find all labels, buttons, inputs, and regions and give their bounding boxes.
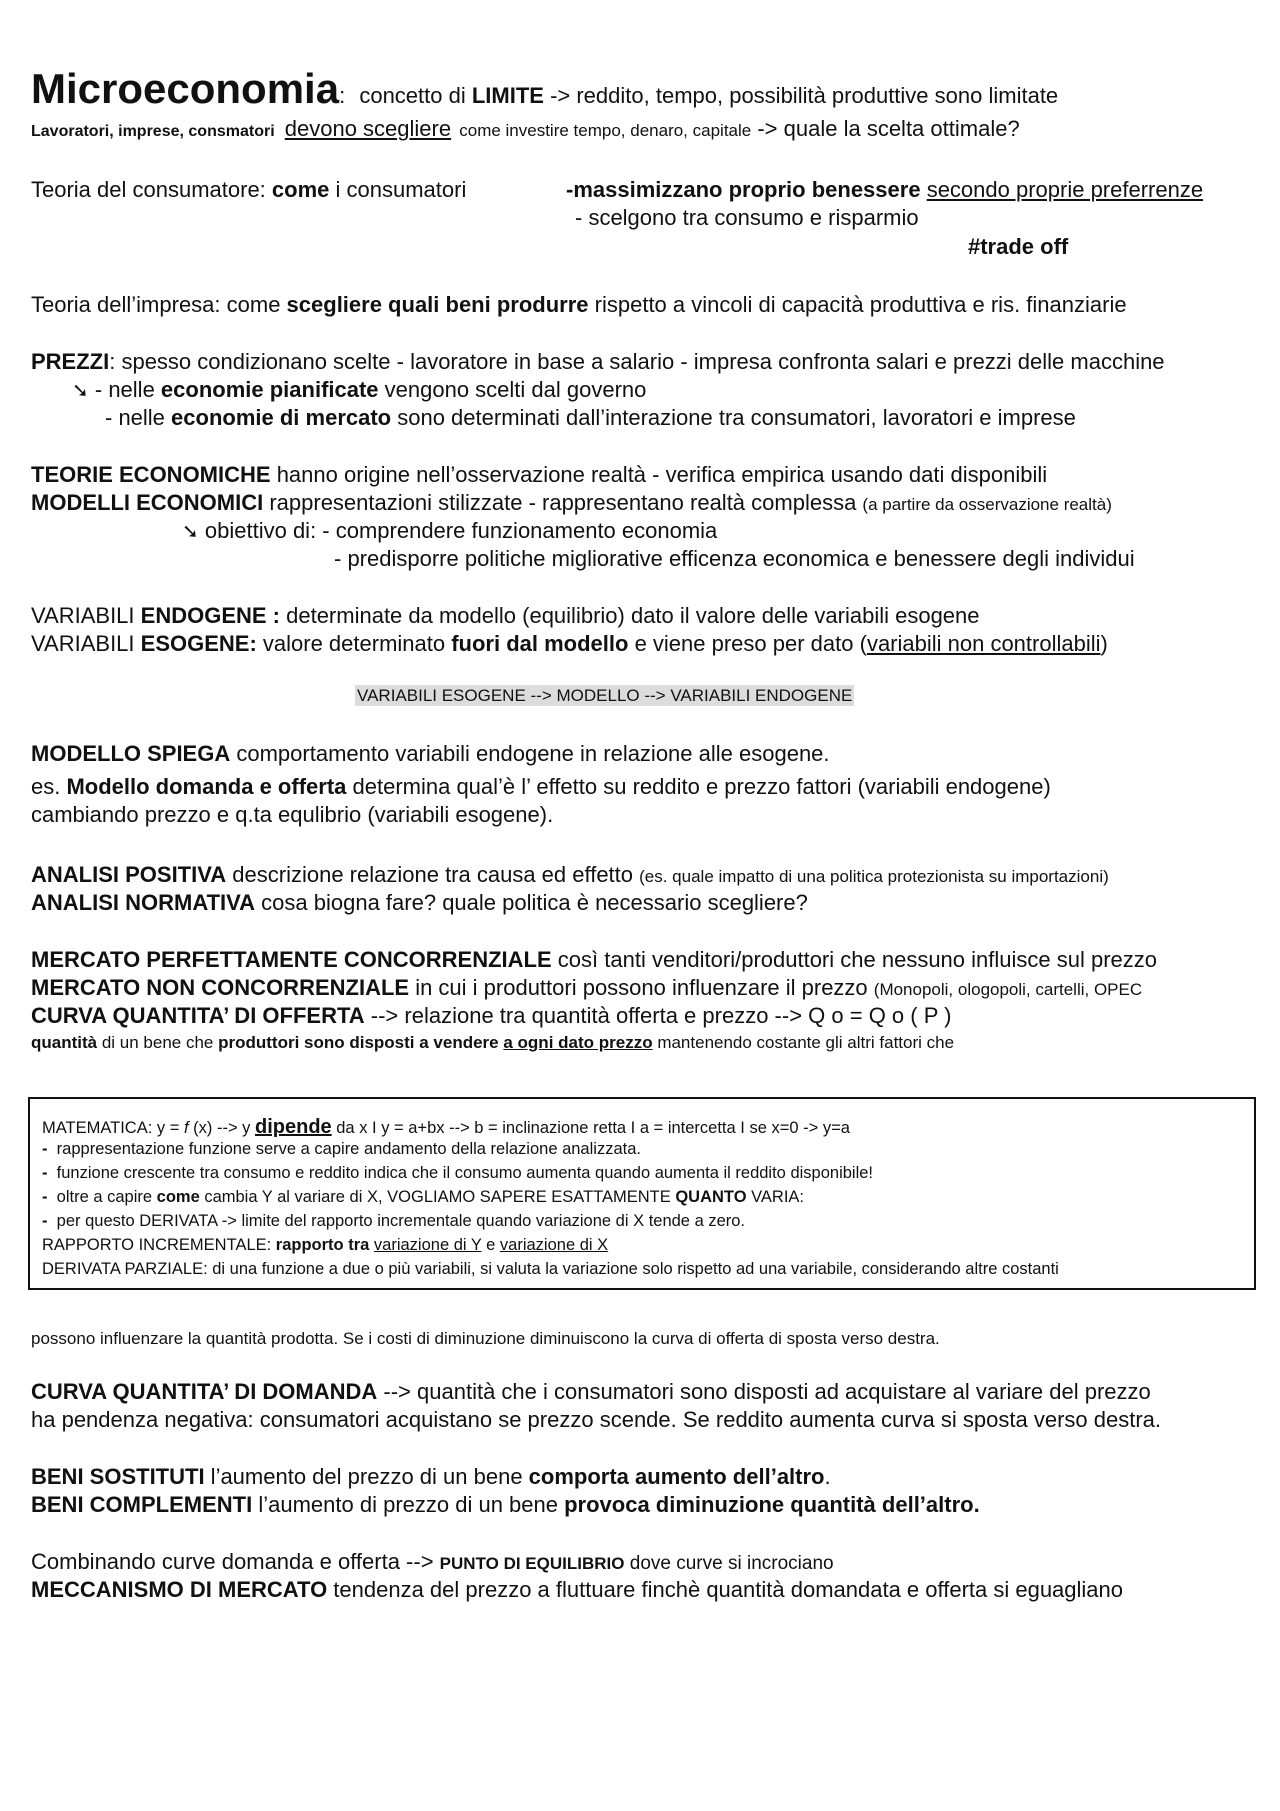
consumatore-line: Teoria del consumatore: come i consumatori [31, 177, 467, 202]
endogene-line: VARIABILI ENDOGENE : determinate da modello (equilibrio) dato il valore delle variabili esogene [31, 603, 980, 628]
math-box [28, 1097, 1256, 1290]
math-box-line-4: - oltre a capire come cambia Y al variare di X, VOGLIAMO SAPERE ESATTAMENTE QUANTO VARIA: [42, 1188, 805, 1206]
math-box-line-5: - per questo DERIVATA -> limite del rapporto incrementale quando variazione di X tende a zero. [42, 1212, 746, 1230]
curva-offerta-line: CURVA QUANTITA’ DI OFFERTA --> relazione tra quantità offerta e prezzo --> Q o = Q o ( P ) [31, 1003, 952, 1028]
math-box-line-1: MATEMATICA: y = f (x) --> y dipende da x I y = a+bx --> b = inclinazione retta I a = intercetta I se x=0 -> y=a [42, 1116, 850, 1138]
modello-esempio-line-2: cambiando prezzo e q.ta equlibrio (variabili esogene). [31, 802, 554, 827]
impresa-line: Teoria dell’impresa: come scegliere quali beni produrre rispetto a vincoli di capacità produttiva e ris. finanziarie [31, 292, 1127, 317]
intro-line-2: Lavoratori, imprese, consmatori devono scegliere come investire tempo, denaro, capitale -> quale la scelta ottimale? [31, 116, 1020, 141]
variabili-flow: VARIABILI ESOGENE --> MODELLO --> VARIABILI ENDOGENE [357, 686, 853, 705]
curva-domanda-line-2: ha pendenza negativa: consumatori acquistano se prezzo scende. Se reddito aumenta curva si sposta verso destra. [31, 1407, 1162, 1432]
beni-sostituti-line: BENI SOSTITUTI l’aumento del prezzo di un bene comporta aumento dell’altro. [31, 1464, 831, 1489]
curva-domanda-line: CURVA QUANTITA’ DI DOMANDA --> quantità che i consumatori sono disposti ad acquistare al variare del prezzo [31, 1379, 1151, 1404]
beni-complementi-line: BENI COMPLEMENTI l’aumento di prezzo di un bene provoca diminuzione quantità dell’altro. [31, 1492, 980, 1517]
teorie-line: TEORIE ECONOMICHE hanno origine nell’osservazione realtà - verifica empirica usando dati disponibili [31, 462, 1048, 487]
obiettivo-line-2: - predisporre politiche migliorative efficenza economica e benessere degli individui [334, 546, 1135, 571]
math-box-line-6: RAPPORTO INCREMENTALE: rapporto tra variazione di Y e variazione di X [42, 1236, 609, 1254]
mercato-concorrenziale-line: MERCATO PERFETTAMENTE CONCORRENZIALE così tanti venditori/produttori che nessuno influisce sul prezzo [31, 947, 1157, 972]
equilibrio-line: Combinando curve domanda e offerta --> PUNTO DI EQUILIBRIO dove curve si incrociano [31, 1549, 834, 1574]
esogene-line: VARIABILI ESOGENE: valore determinato fuori dal modello e viene preso per dato (variabili non controllabili) [31, 631, 1108, 656]
modello-esempio-line: es. Modello domanda e offerta determina qual’è l’ effetto su reddito e prezzo fattori (variabili endogene) [31, 774, 1051, 799]
arrow-icon: ➘ [182, 521, 199, 543]
mercato-non-concorrenziale-line: MERCATO NON CONCORRENZIALE in cui i produttori possono influenzare il prezzo (Monopoli, ologopoli, cartelli, OPEC [31, 975, 1143, 1000]
analisi-normativa-line: ANALISI NORMATIVA cosa biogna fare? quale politica è necessario scegliere? [31, 890, 808, 915]
offerta-continuazione-line: possono influenzare la quantità prodotta. Se i costi di diminuzione diminuiscono la curva di offerta di sposta verso destra. [31, 1329, 940, 1348]
trade-off-label: #trade off [968, 234, 1069, 259]
math-box-line-7: DERIVATA PARZIALE: di una funzione a due o più variabili, si valuta la variazione solo rispetto ad una variabile, considerando altre costanti [42, 1260, 1059, 1278]
consumatore-point-1: -massimizzano proprio benessere secondo proprie preferrenze [566, 177, 1204, 202]
prezzi-pianificate-line: ➘ - nelle economie pianificate vengono scelti dal governo [72, 377, 647, 402]
offerta-definizione-line: quantità di un bene che produttori sono disposti a vendere a ogni dato prezzo mantenendo costante gli altri fattori che [31, 1033, 955, 1052]
arrow-icon: ➘ [72, 380, 89, 402]
modello-spiega-line: MODELLO SPIEGA comportamento variabili endogene in relazione alle esogene. [31, 741, 830, 766]
page-title: Microeconomia [31, 65, 340, 112]
consumatore-point-2: - scelgono tra consumo e risparmio [575, 205, 919, 230]
obiettivo-line: ➘ obiettivo di: - comprendere funzionamento economia [182, 518, 718, 543]
prezzi-line: PREZZI: spesso condizionano scelte - lavoratore in base a salario - impresa confronta salari e prezzi delle macchine [31, 349, 1165, 374]
intro-line-1: Microeconomia: concetto di LIMITE -> reddito, tempo, possibilità produttive sono limitate [31, 65, 1059, 112]
math-box-line-2: - rappresentazione funzione serve a capire andamento della relazione analizzata. [42, 1140, 641, 1158]
prezzi-mercato-line: - nelle economie di mercato sono determinati dall’interazione tra consumatori, lavoratori e imprese [105, 405, 1076, 430]
meccanismo-line: MECCANISMO DI MERCATO tendenza del prezzo a fluttuare finchè quantità domandata e offerta si eguagliano [31, 1577, 1124, 1602]
math-box-line-3: - funzione crescente tra consumo e reddito indica che il consumo aumenta quando aumenta il reddito disponibile! [42, 1164, 874, 1182]
modelli-line: MODELLI ECONOMICI rappresentazioni stilizzate - rappresentano realtà complessa (a partire da osservazione realtà) [31, 490, 1112, 515]
analisi-positiva-line: ANALISI POSITIVA descrizione relazione tra causa ed effetto (es. quale impatto di una politica protezionista su importazioni) [31, 862, 1109, 887]
